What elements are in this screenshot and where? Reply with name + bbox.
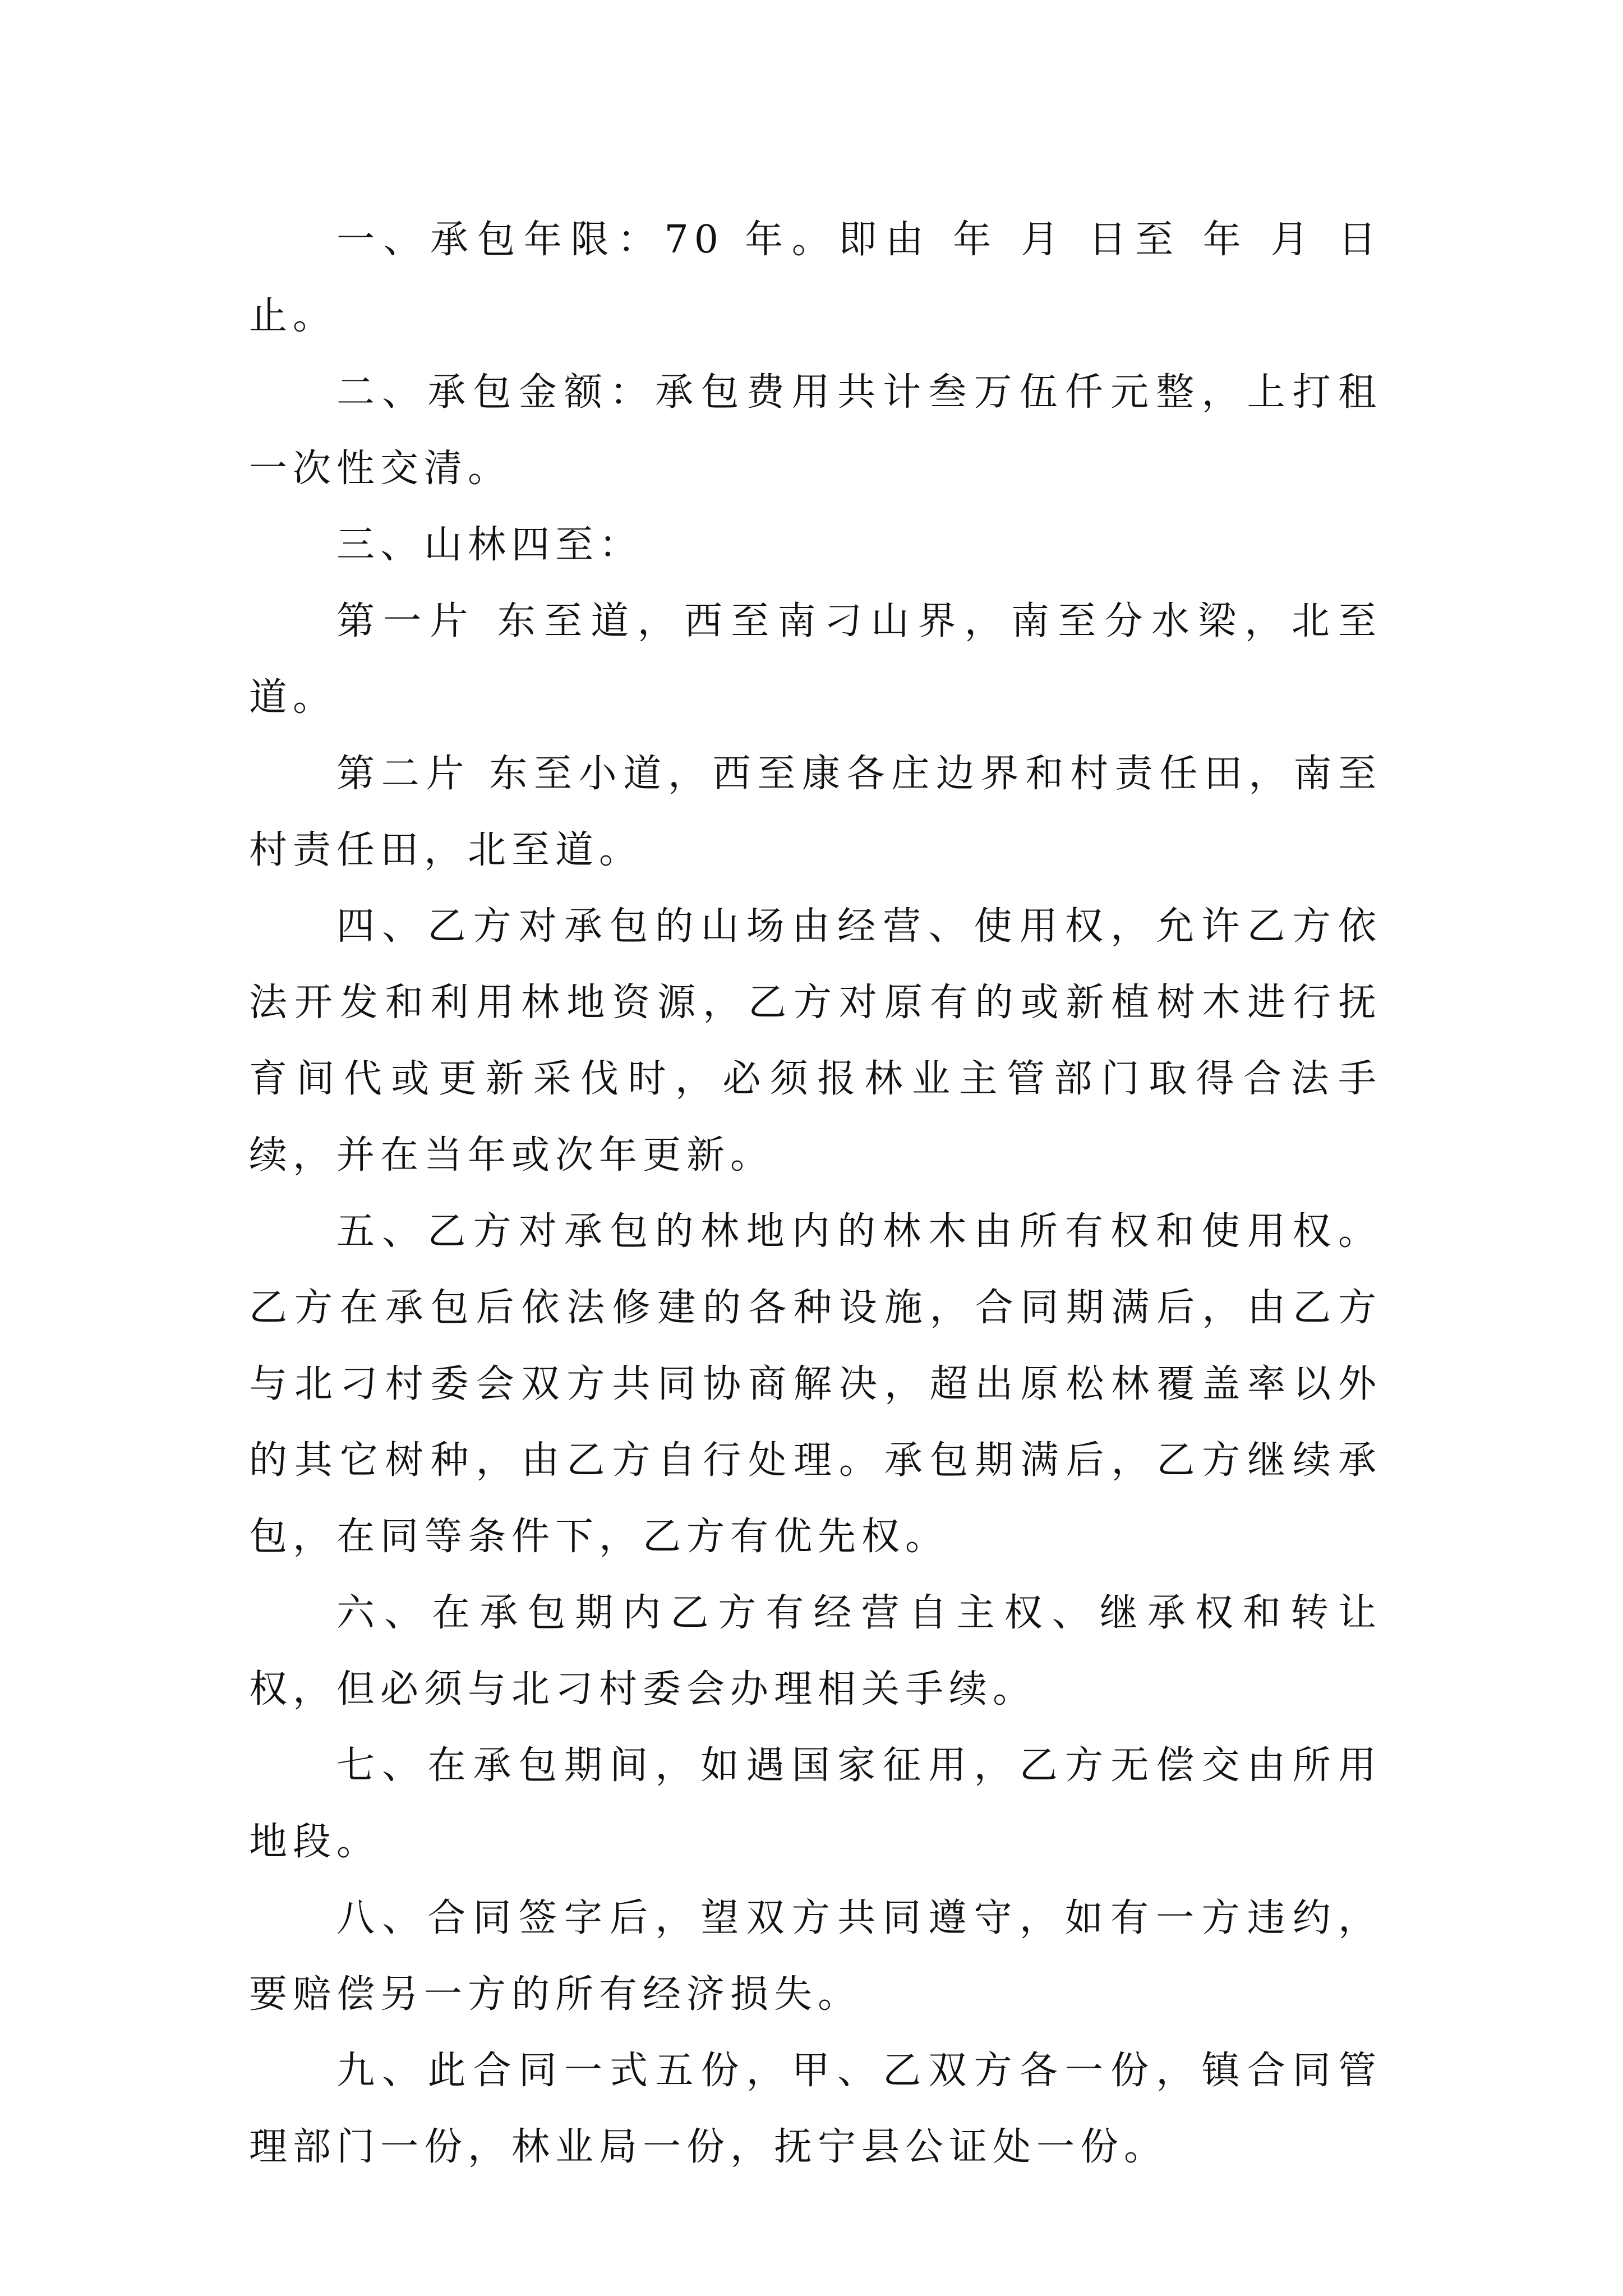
- clause-copies: 九、此合同一式五份，甲、乙双方各一份，镇合同管理部门一份，林业局一份，抚宁县公证处一份。: [249, 2049, 1382, 2169]
- clause-ownership: 五、乙方对承包的林地内的林木由所有权和使用权。乙方在承包后依法修建的各种设施，合同期满后，由乙方与北刁村委会双方共同协商解决，超出原松林覆盖率以外的其它树种，由乙方自行处理。承包期满后，乙方继续承包，在同等条件下，乙方有优先权。: [249, 1209, 1382, 1559]
- clause-expropriation: 七、在承包期间，如遇国家征用，乙方无偿交由所用地段。: [249, 1743, 1382, 1864]
- clause-breach: 八、合同签字后，望双方共同遵守，如有一方违约，要赔偿另一方的所有经济损失。: [249, 1896, 1382, 2017]
- clause-amount: 二、承包金额：承包费用共计叁万伍仟元整，上打租一次性交清。: [249, 370, 1382, 491]
- clause-autonomy: 六、在承包期内乙方有经营自主权、继承权和转让权，但必须与北刁村委会办理相关手续。: [249, 1591, 1382, 1711]
- clause-boundaries-heading: 三、山林四至：: [336, 523, 643, 567]
- boundary-parcel-1: 第一片 东至道，西至南刁山界，南至分水梁，北至道。: [249, 599, 1382, 720]
- clause-usage-rights: 四、乙方对承包的山场由经营、使用权，允许乙方依法开发和利用林地资源，乙方对原有的或新植树木进行抚育间代或更新采伐时，必须报林业主管部门取得合法手续，并在当年或次年更新。: [249, 904, 1382, 1177]
- contract-body: [249, 202, 1382, 2185]
- clause-term: 一、承包年限：70 年。即由 年 月 日至 年 月 日止。: [249, 218, 1382, 338]
- boundary-parcel-2: 第二片 东至小道，西至康各庄边界和村责任田，南至村责任田，北至道。: [249, 752, 1382, 872]
